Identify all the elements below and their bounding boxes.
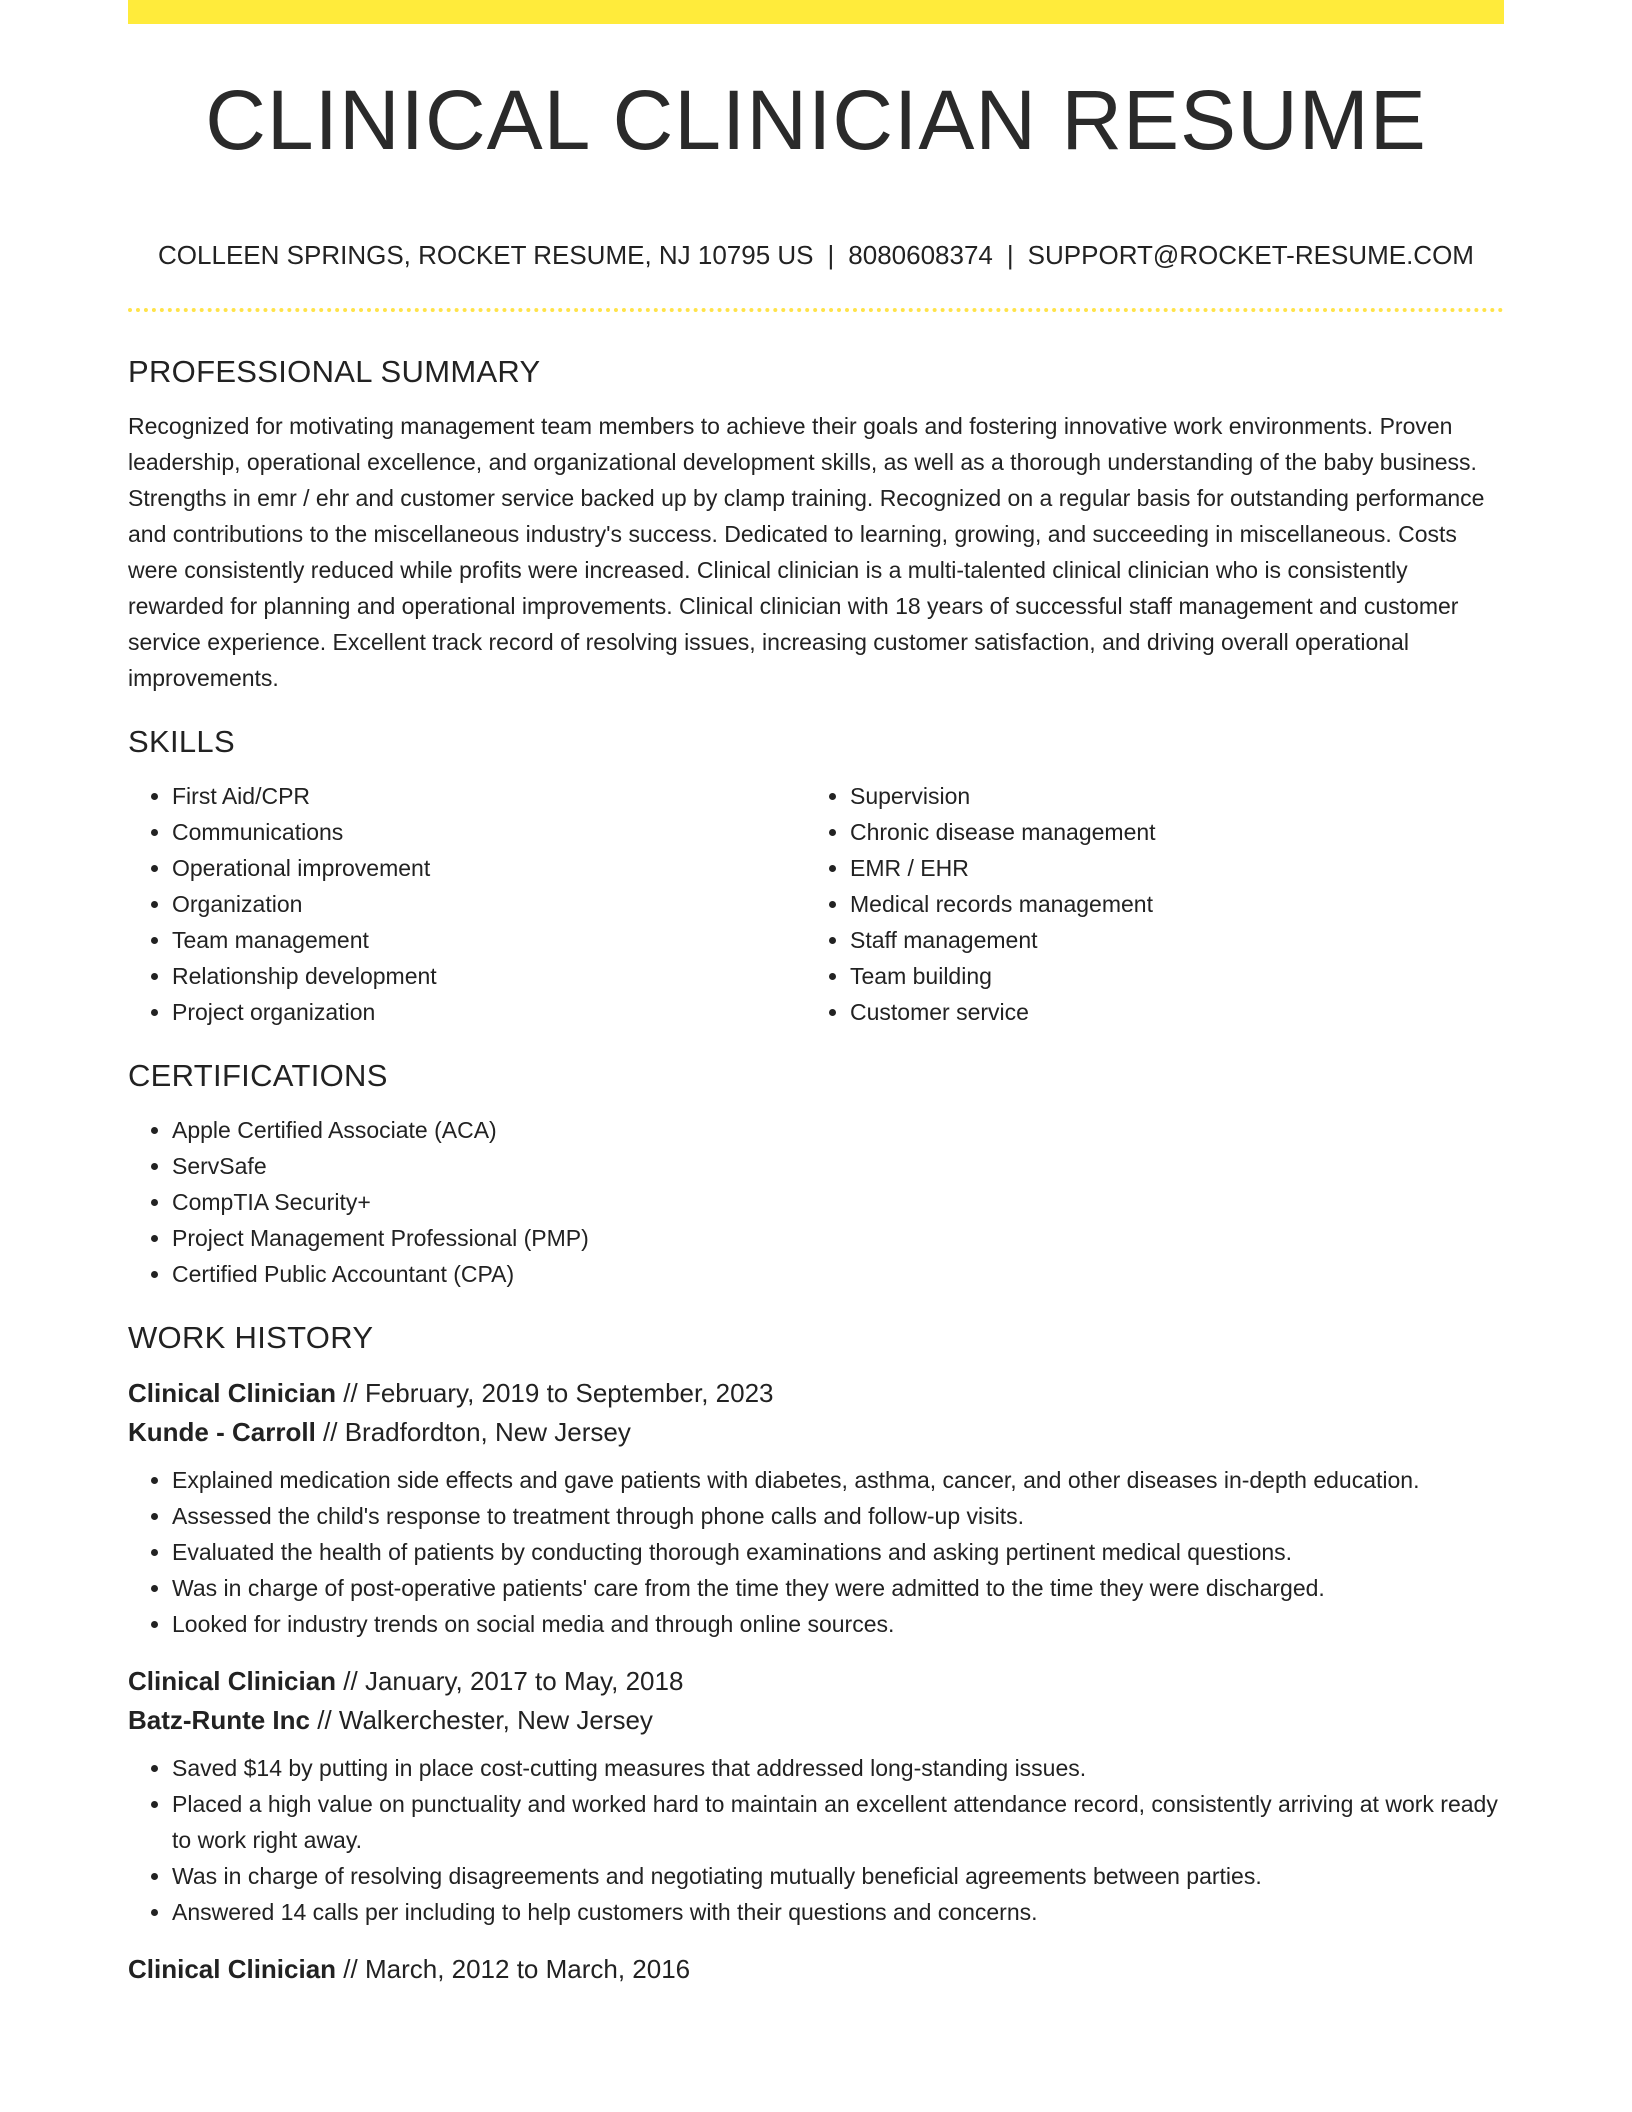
job-location: // Walkerchester, New Jersey: [310, 1705, 653, 1735]
certification-item: • Apple Certified Associate (ACA): [172, 1112, 1504, 1148]
work-history-heading: WORK HISTORY: [128, 1320, 374, 1355]
skill-item: • Chronic disease management: [850, 814, 1484, 850]
job-bullet: • Saved $14 by putting in place cost-cutting measures that addressed long-standing issues.: [172, 1750, 1504, 1786]
page-title: CLINICAL CLINICIAN RESUME: [205, 73, 1427, 167]
skill-item: • Project organization: [172, 994, 806, 1030]
certification-item: • CompTIA Security+: [172, 1184, 1504, 1220]
job-company: Kunde - Carroll: [128, 1417, 316, 1447]
job-dates: // January, 2017 to May, 2018: [336, 1666, 684, 1696]
work-history-section: [128, 1318, 1504, 1989]
skill-item: • Medical records management: [850, 886, 1484, 922]
job-bullets: [128, 1750, 1504, 1930]
job-title-line: [128, 1662, 1504, 1701]
job-location: // Bradfordton, New Jersey: [315, 1417, 631, 1447]
job-bullets: [128, 1462, 1504, 1642]
certification-item: • Certified Public Accountant (CPA): [172, 1256, 1504, 1292]
skill-item: • Supervision: [850, 778, 1484, 814]
job-bullet: • Placed a high value on punctuality and worked hard to maintain an excellent attendance record, consistently arriving at work ready to work right away.: [172, 1786, 1504, 1858]
skill-item: • Team building: [850, 958, 1484, 994]
skill-item: • Communications: [172, 814, 806, 850]
skill-item: • Organization: [172, 886, 806, 922]
summary-text: Recognized for motivating management team members to achieve their goals and fostering innovative work environments. Proven leadership, operational excellence, and organizational development skills, as well as a thorough understanding of the baby business. Strengths in emr / ehr and customer service backed up by clamp training. Recognized on a regular basis for outstanding performance and contributions to the miscellaneous industry's success. Dedicated to learning, growing, and succeeding in miscellaneous. Costs were consistently reduced while profits were increased. Clinical clinician is a multi-talented clinical clinician who is consistently rewarded for planning and operational improvements. Clinical clinician with 18 years of successful staff management and customer service experience. Excellent track record of resolving issues, increasing customer satisfaction, and driving overall operational improvements.: [128, 413, 1485, 691]
skill-item: • EMR / EHR: [850, 850, 1484, 886]
skills-section: [128, 722, 1504, 1030]
skill-item: • Customer service: [850, 994, 1484, 1030]
contact-email: SUPPORT@ROCKET-RESUME.COM: [1027, 240, 1474, 270]
skill-item: • Staff management: [850, 922, 1484, 958]
job-company-line: [128, 1701, 1504, 1740]
job-company-line: [128, 1413, 1504, 1452]
job-bullet: • Was in charge of resolving disagreements and negotiating mutually beneficial agreements between parties.: [172, 1858, 1504, 1894]
contact-separator: |: [827, 240, 835, 270]
contact-separator: |: [1006, 240, 1014, 270]
job-bullet: • Looked for industry trends on social media and through online sources.: [172, 1606, 1504, 1642]
job-entry: [128, 1374, 1504, 1642]
job-title-line: [128, 1950, 1504, 1989]
job-company: Batz-Runte Inc: [128, 1705, 310, 1735]
certifications-heading: CERTIFICATIONS: [128, 1058, 388, 1093]
dotted-divider: [128, 308, 1504, 312]
job-bullet: • Assessed the child's response to treatment through phone calls and follow-up visits.: [172, 1498, 1504, 1534]
job-title: Clinical Clinician: [128, 1954, 337, 1984]
summary-section: [128, 352, 1504, 696]
resume-body: [128, 352, 1504, 2009]
job-title-line: [128, 1374, 1504, 1413]
job-dates: // March, 2012 to March, 2016: [336, 1954, 691, 1984]
job-title: Clinical Clinician: [128, 1666, 337, 1696]
job-bullet: • Explained medication side effects and gave patients with diabetes, asthma, cancer, and other diseases in-depth education.: [172, 1462, 1504, 1498]
summary-heading: PROFESSIONAL SUMMARY: [128, 354, 541, 389]
job-bullet: • Evaluated the health of patients by conducting thorough examinations and asking pertinent medical questions.: [172, 1534, 1504, 1570]
contact-address: COLLEEN SPRINGS, ROCKET RESUME, NJ 10795 US: [158, 240, 814, 270]
job-dates: // February, 2019 to September, 2023: [336, 1378, 774, 1408]
job-entry: [128, 1662, 1504, 1930]
contact-line: [128, 240, 1504, 270]
skills-columns: [128, 778, 1504, 1030]
skill-item: • Team management: [172, 922, 806, 958]
contact-phone: 8080608374: [848, 240, 993, 270]
certification-item: • ServSafe: [172, 1148, 1504, 1184]
certification-item: • Project Management Professional (PMP): [172, 1220, 1504, 1256]
skill-item: • Relationship development: [172, 958, 806, 994]
certifications-section: [128, 1056, 1504, 1292]
skills-list-right: [806, 778, 1484, 1030]
certifications-list: [128, 1112, 1504, 1292]
skill-item: • Operational improvement: [172, 850, 806, 886]
skills-heading: SKILLS: [128, 724, 235, 759]
skill-item: • First Aid/CPR: [172, 778, 806, 814]
job-bullet: • Answered 14 calls per including to help customers with their questions and concerns.: [172, 1894, 1504, 1930]
job-title: Clinical Clinician: [128, 1378, 337, 1408]
accent-bar: [128, 0, 1504, 24]
skills-list-left: [128, 778, 806, 1030]
job-bullet: • Was in charge of post-operative patients' care from the time they were admitted to the time they were discharged.: [172, 1570, 1504, 1606]
job-entry: [128, 1950, 1504, 1989]
